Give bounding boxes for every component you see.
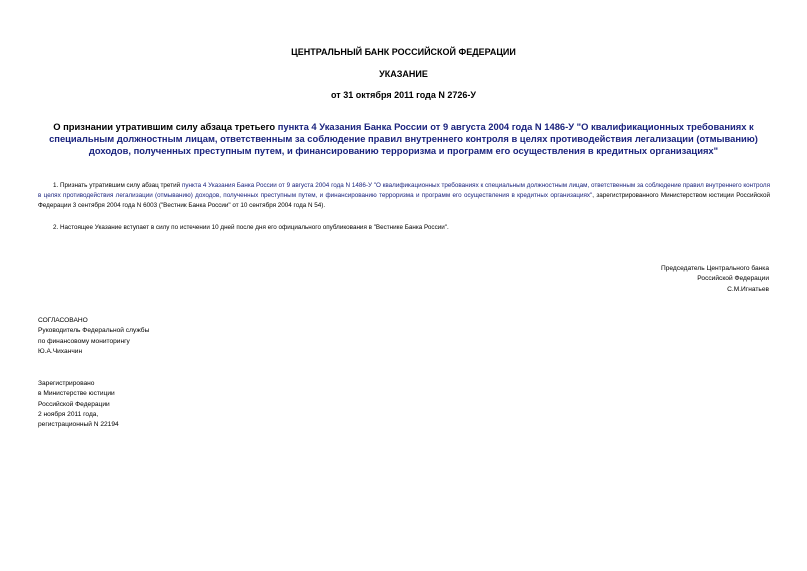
paragraph-1-suffix: , зарегистрированного Министерством юстиции Российской Федерации 3 сентября 2004 года N 6003 ("Вестник Банка России" от 10 сентября 2004 года N 54). — [38, 192, 770, 209]
signature-position: Председатель Центрального банка — [661, 265, 769, 272]
agreed-service: по финансовому мониторингу — [38, 337, 130, 345]
signature-name: С.М.Игнатьев — [727, 285, 769, 293]
paragraph-1-prefix: 1. Признать утратившим силу абзац третий — [53, 182, 182, 189]
registration-country: Российской Федерации — [38, 400, 110, 408]
signature-country: Российской Федерации — [697, 275, 769, 283]
agreed-name: Ю.А.Чиханчин — [38, 347, 83, 355]
registration-ministry: в Министерстве юстиции — [38, 390, 115, 398]
document-title — [36, 121, 771, 157]
registration-number: регистрационный N 22194 — [38, 421, 119, 429]
issuer-heading: ЦЕНТРАЛЬНЫЙ БАНК РОССИЙСКОЙ ФЕДЕРАЦИИ — [291, 47, 516, 57]
title-prefix: О признании утратившим силу абзаца третьего — [53, 121, 278, 132]
agreed-label: СОГЛАСОВАНО — [38, 317, 88, 324]
title-reference-link[interactable]: пункта 4 Указания Банка России от 9 августа 2004 года N 1486-У "О квалификационных требованиях к специальным должностным лицам, ответственным за соблюдение правил внутреннего контроля в целях противодействия легализации (отмыванию) доходов, полученных преступным путем, и финансированию терроризма и программ его осуществления в кредитных организациях" — [49, 121, 758, 156]
paragraph-1-reference-link[interactable]: пункта 4 Указания Банка России от 9 августа 2004 года N 1486-У "О квалификационных требованиях к специальным должностным лицам, ответственным за соблюдение правил внутреннего контроля в целях противодействия легализации (отмыванию) доходов, полученных преступным путем, и финансированию терроризма и программ его осуществления в кредитных организациях" — [38, 182, 770, 199]
paragraph-2: 2. Настоящее Указание вступает в силу по истечении 10 дней после дня его официального опубликования в "Вестнике Банка России". — [53, 224, 449, 231]
agreed-block — [38, 316, 149, 357]
paragraph-1 — [38, 181, 770, 211]
agreed-position: Руководитель Федеральной службы — [38, 327, 150, 335]
registration-block — [38, 379, 119, 430]
document-date-number: от 31 октября 2011 года N 2726-У — [331, 90, 476, 100]
registration-date: 2 ноября 2011 года, — [38, 410, 99, 418]
signature-block — [661, 264, 769, 295]
document-type: УКАЗАНИЕ — [379, 69, 428, 79]
registration-label: Зарегистрировано — [38, 380, 95, 387]
